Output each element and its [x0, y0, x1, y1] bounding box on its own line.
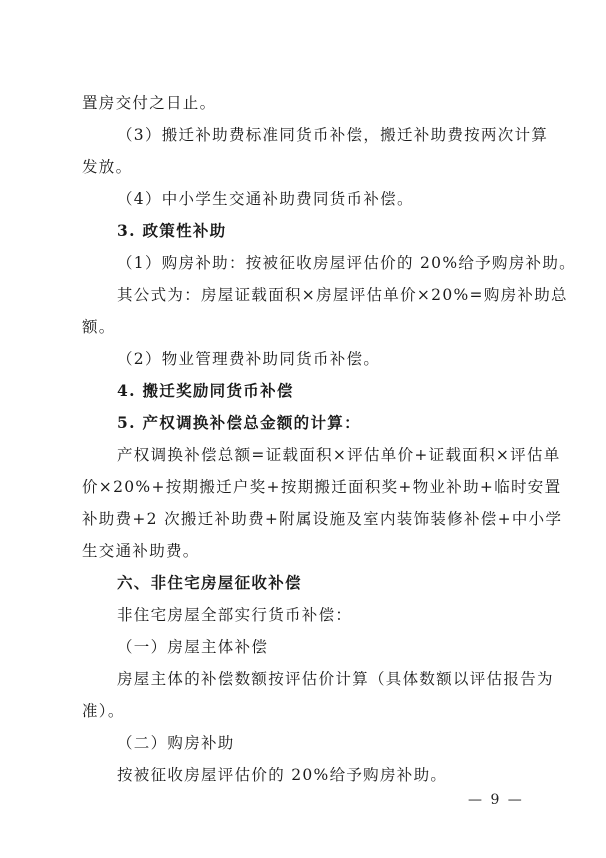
text-line: 置房交付之日止。	[82, 94, 217, 112]
text-line: （1）购房补助：按被征收房屋评估价的 20%给予购房补助。	[117, 254, 576, 272]
section-heading: 3. 政策性补助	[117, 221, 227, 240]
text-line: 生交通补助费。	[82, 542, 200, 560]
text-line: 补助费+2 次搬迁补助费+附属设施及室内装饰装修补偿+中小学	[82, 510, 563, 528]
text-line: 非住宅房屋全部实行货币补偿：	[117, 606, 353, 624]
section-heading: 4. 搬迁奖励同货币补偿	[117, 381, 294, 400]
text-line: 额。	[82, 318, 116, 336]
text-line: （一）房屋主体补偿	[117, 638, 269, 656]
text-line: 价×20%+按期搬迁户奖+按期搬迁面积奖+物业补助+临时安置	[82, 478, 562, 496]
section-heading: 六、非住宅房屋征收补偿	[117, 573, 302, 592]
section-heading: 5. 产权调换补偿总金额的计算：	[117, 413, 361, 432]
text-line: 按被征收房屋评估价的 20%给予购房补助。	[117, 766, 448, 784]
text-line: 房屋主体的补偿数额按评估价计算（具体数额以评估报告为	[117, 670, 554, 688]
text-line: 产权调换补偿总额=证载面积×评估单价+证载面积×评估单	[117, 446, 561, 464]
text-line: 其公式为：房屋证载面积×房屋评估单价×20%=购房补助总	[117, 286, 568, 304]
text-line: （3）搬迁补助费标准同货币补偿，搬迁补助费按两次计算	[117, 126, 549, 144]
text-line: 发放。	[82, 158, 133, 176]
text-line: （4）中小学生交通补助费同货币补偿。	[117, 190, 414, 208]
text-line: （二）购房补助	[117, 734, 235, 752]
text-line: （2）物业管理费补助同货币补偿。	[117, 350, 381, 368]
page-number: — 9 —	[468, 792, 524, 808]
text-line: 准）。	[82, 702, 125, 720]
